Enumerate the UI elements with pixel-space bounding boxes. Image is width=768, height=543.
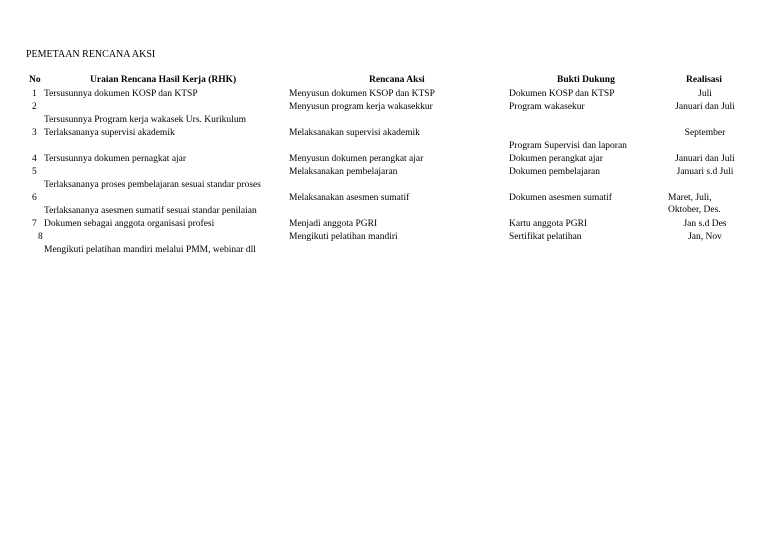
row-5-realisasi: Januari s.d Juli — [676, 167, 734, 177]
row-4-bukti: Dokumen perangkat ajar — [509, 154, 603, 164]
row-7-no: 7 — [32, 219, 37, 229]
row-6-bukti: Dokumen asesmen sumatif — [509, 193, 612, 203]
row-3-realisasi: September — [684, 128, 726, 138]
row-8-rhk: Mengikuti pelatihan mandiri melalui PMM, webinar dll — [44, 245, 256, 255]
header-realisasi: Realisasi — [686, 75, 722, 85]
row-7-realisasi: Jan s.d Des — [683, 219, 727, 229]
row-3-no: 3 — [32, 128, 37, 138]
row-6-rhk: Terlaksananya asesmen sumatif sesuai standar penilaian — [44, 206, 257, 216]
row-8-bukti: Sertifikat pelatihan — [509, 232, 582, 242]
row-3-rhk: Terlaksananya supervisi akademik — [44, 128, 175, 138]
row-2-realisasi: Januari dan Juli — [675, 102, 735, 112]
row-3-rencana: Melaksanakan supervisi akademik — [289, 128, 420, 138]
row-2-bukti: Program wakasekur — [509, 102, 585, 112]
header-rencana-aksi: Rencana Aksi — [369, 75, 425, 85]
row-4-rhk: Tersusunnya dokumen pernagkat ajar — [44, 154, 187, 164]
row-4-rencana: Menyusun dokumen perangkat ajar — [289, 154, 424, 164]
row-1-no: 1 — [32, 89, 37, 99]
row-5-no: 5 — [32, 167, 37, 177]
row-6-no: 6 — [32, 193, 37, 203]
row-2-no: 2 — [32, 102, 37, 112]
header-bukti-dukung: Bukti Dukung — [557, 75, 615, 85]
row-5-bukti: Dokumen pembelajaran — [509, 167, 601, 177]
header-rhk: Uraian Rencana Hasil Kerja (RHK) — [90, 75, 237, 85]
row-8-no: 8 — [38, 232, 43, 242]
row-6-realisasi-line-1: Maret, Juli, — [668, 193, 712, 203]
row-8-rencana: Mengikuti pelatihan mandiri — [289, 232, 398, 242]
row-1-rencana: Menyusun dokumen KSOP dan KTSP — [289, 89, 435, 99]
row-2-rencana: Menyusun program kerja wakasekkur — [289, 102, 433, 112]
row-1-rhk: Tersusunnya dokumen KOSP dan KTSP — [44, 89, 198, 99]
row-5-rencana: Melaksanakan pembelajaran — [289, 167, 398, 177]
row-5-rhk: Terlaksananya proses pembelajaran sesuai standar proses — [44, 180, 261, 190]
row-6-rencana: Melaksanakan asesmen sumatif — [289, 193, 410, 203]
header-no: No — [29, 75, 41, 85]
row-4-no: 4 — [32, 154, 37, 164]
row-2-rhk: Tersusunnya Program kerja wakasek Urs. Kurikulum — [44, 115, 246, 125]
row-8-realisasi: Jan, Nov — [688, 232, 722, 242]
row-3-bukti: Program Supervisi dan laporan — [509, 141, 627, 151]
row-1-realisasi: Juli — [698, 89, 712, 99]
row-4-realisasi: Januari dan Juli — [675, 154, 735, 164]
row-7-rencana: Menjadi anggota PGRI — [289, 219, 378, 229]
row-7-bukti: Kartu anggota PGRI — [509, 219, 588, 229]
row-7-rhk: Dokumen sebagai anggota organisasi profesi — [44, 219, 215, 229]
row-1-bukti: Dokumen KOSP dan KTSP — [509, 89, 615, 99]
document-title: PEMETAAN RENCANA AKSI — [26, 49, 156, 60]
row-6-realisasi-line-2: Oktober, Des. — [668, 205, 721, 215]
